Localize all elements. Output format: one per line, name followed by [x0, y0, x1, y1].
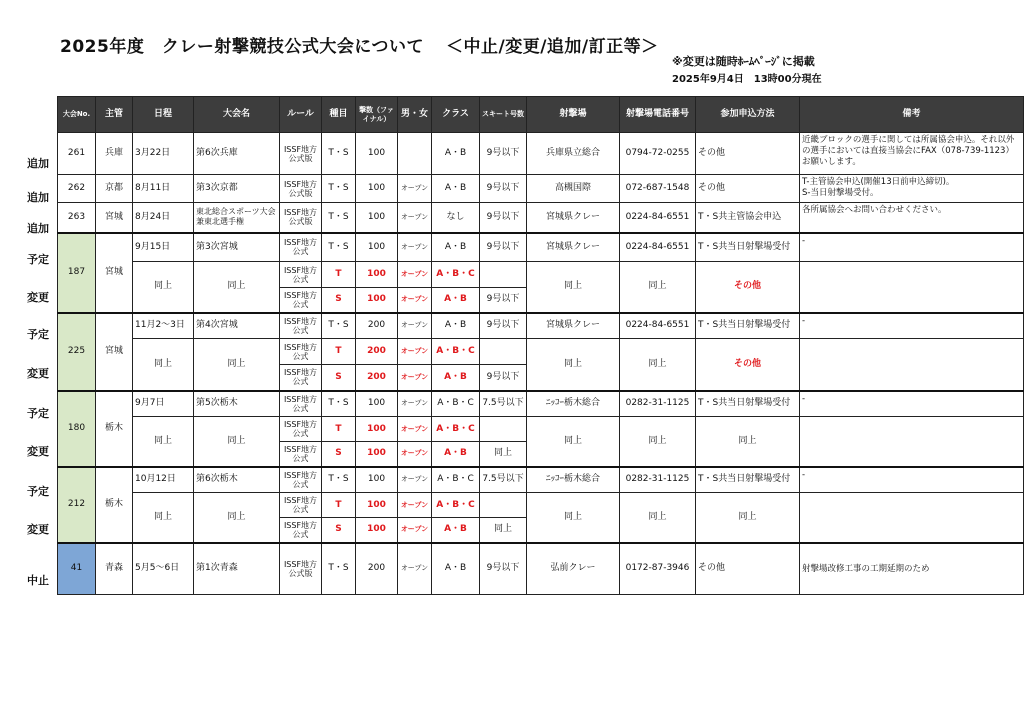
cell-tel: 0794-72-0255 [620, 133, 696, 175]
status-label: 予定 [27, 328, 49, 341]
col-header: 射撃場電話番号 [620, 97, 696, 133]
cell-class: A・B [432, 518, 480, 543]
table-row [58, 543, 1024, 595]
cell-no: 261 [58, 133, 96, 175]
col-header: ルール [280, 97, 322, 133]
cell-tel: 0282-31-1125 [620, 391, 696, 417]
cell-skeet: 9号以下 [480, 313, 527, 339]
cell-gender [398, 133, 432, 175]
cell-name: 同上 [194, 339, 280, 391]
cell-date: 11月2～3日 [133, 313, 194, 339]
table-header-row [58, 97, 1024, 133]
cell-note: 近畿ブロックの選手に関しては所属協会申込。それ以外の選手においては直接当協会にFAX（078-739-1123）お願いします。 [800, 133, 1024, 175]
cell-date: 同上 [133, 339, 194, 391]
col-header: 日程 [133, 97, 194, 133]
table-row [58, 262, 1024, 288]
cell-shots: 100 [356, 233, 398, 262]
cell-host: 栃木 [96, 467, 133, 543]
cell-apply: T・S共当日射撃場受付 [696, 391, 800, 417]
cell-skeet: 9号以下 [480, 365, 527, 391]
table-row [58, 467, 1024, 493]
cell-host: 宮城 [96, 313, 133, 391]
cell-shots: 100 [356, 518, 398, 543]
cell-gender: オープン [398, 175, 432, 203]
cell-name: 同上 [194, 417, 280, 467]
cell-skeet: 同上 [480, 442, 527, 467]
cell-tel: 0224-84-6551 [620, 313, 696, 339]
cell-shots: 100 [356, 442, 398, 467]
cell-class: A・B・C [432, 493, 480, 518]
status-label: 追加 [27, 157, 49, 170]
cell-tel: 0282-31-1125 [620, 467, 696, 493]
cell-host: 兵庫 [96, 133, 133, 175]
status-label: 中止 [27, 574, 49, 587]
cell-range: 高槻国際 [527, 175, 620, 203]
cell-rule: ISSF地方公式 [280, 313, 322, 339]
col-header: 射撃場 [527, 97, 620, 133]
cell-shots: 200 [356, 365, 398, 391]
cell-date: 9月7日 [133, 391, 194, 417]
cell-rule: ISSF地方公式 [280, 262, 322, 288]
cell-gender: オープン [398, 288, 432, 313]
col-header: 大会名 [194, 97, 280, 133]
cell-class: A・B・C [432, 391, 480, 417]
cell-note: - [800, 467, 1024, 493]
cell-skeet [480, 339, 527, 365]
cell-shots: 100 [356, 417, 398, 442]
cell-event: T [322, 417, 356, 442]
cell-class: A・B [432, 233, 480, 262]
cell-no: 262 [58, 175, 96, 203]
cell-note [800, 339, 1024, 391]
cell-range: ﾆｯｺｰ栃木総合 [527, 391, 620, 417]
cell-range: 宮城県クレー [527, 203, 620, 233]
cell-apply: T・S共主管協会申込 [696, 203, 800, 233]
cell-note [800, 493, 1024, 543]
cell-host: 宮城 [96, 203, 133, 233]
cell-name: 第6次栃木 [194, 467, 280, 493]
status-label: 追加 [27, 191, 49, 204]
cell-shots: 100 [356, 493, 398, 518]
table-row [58, 203, 1024, 233]
cell-rule: ISSF地方公式 [280, 339, 322, 365]
cell-shots: 100 [356, 467, 398, 493]
cell-class: A・B・C [432, 339, 480, 365]
cell-date: 8月11日 [133, 175, 194, 203]
table-row [58, 233, 1024, 262]
cell-event: S [322, 442, 356, 467]
cell-skeet: 9号以下 [480, 203, 527, 233]
cell-no: 225 [58, 313, 96, 391]
cell-name: 同上 [194, 262, 280, 313]
status-label: 予定 [27, 407, 49, 420]
cell-tel: 0224-84-6551 [620, 233, 696, 262]
note-line: S-当日射撃場受付。 [802, 188, 879, 198]
cell-apply: その他 [696, 175, 800, 203]
col-header: 男・女 [398, 97, 432, 133]
table-row [58, 133, 1024, 175]
cell-skeet: 7.5号以下 [480, 467, 527, 493]
cell-skeet: 同上 [480, 518, 527, 543]
cell-shots: 100 [356, 288, 398, 313]
cell-event: T・S [322, 313, 356, 339]
cell-name: 東北総合スポーツ大会兼東北選手権 [194, 203, 280, 233]
status-label: 変更 [27, 291, 49, 304]
as-of-date: 2025年9月4日 13時00分現在 [672, 74, 822, 85]
cell-rule: ISSF地方公式版 [280, 203, 322, 233]
cell-gender: オープン [398, 262, 432, 288]
cell-rule: ISSF地方公式 [280, 467, 322, 493]
cell-class: A・B・C [432, 262, 480, 288]
cell-event: T・S [322, 175, 356, 203]
cell-apply: T・S共当日射撃場受付 [696, 313, 800, 339]
cell-range: 同上 [527, 262, 620, 313]
cell-event: T・S [322, 467, 356, 493]
status-label: 予定 [27, 253, 49, 266]
cell-rule: ISSF地方公式版 [280, 543, 322, 595]
cell-range: ﾆｯｺｰ栃木総合 [527, 467, 620, 493]
cell-skeet [480, 493, 527, 518]
cell-apply: その他 [696, 543, 800, 595]
note-line: T-主管協会申込(開催13日前申込締切)。 [802, 177, 955, 187]
cell-gender: オープン [398, 391, 432, 417]
cell-name: 第5次栃木 [194, 391, 280, 417]
cell-rule: ISSF地方公式 [280, 518, 322, 543]
table-row [58, 313, 1024, 339]
cell-class: A・B [432, 133, 480, 175]
cell-apply: その他 [696, 133, 800, 175]
cell-date: 9月15日 [133, 233, 194, 262]
cell-event: T・S [322, 203, 356, 233]
cell-gender: オープン [398, 493, 432, 518]
cell-host: 宮城 [96, 233, 133, 313]
table-row [58, 417, 1024, 442]
cell-skeet: 7.5号以下 [480, 391, 527, 417]
col-header: 備考 [800, 97, 1024, 133]
cell-tel: 同上 [620, 493, 696, 543]
title-main: 2025年度 クレー射撃競技公式大会について [60, 37, 424, 57]
cell-skeet: 9号以下 [480, 133, 527, 175]
cell-shots: 200 [356, 339, 398, 365]
col-header: 主管 [96, 97, 133, 133]
cell-event: T [322, 493, 356, 518]
cell-rule: ISSF地方公式 [280, 442, 322, 467]
cell-event: S [322, 365, 356, 391]
cell-shots: 100 [356, 133, 398, 175]
cell-apply: T・S共当日射撃場受付 [696, 467, 800, 493]
cell-skeet [480, 262, 527, 288]
cell-note [800, 175, 1024, 203]
cell-class: A・B [432, 543, 480, 595]
cell-range: 同上 [527, 493, 620, 543]
cell-rule: ISSF地方公式 [280, 391, 322, 417]
cell-rule: ISSF地方公式 [280, 233, 322, 262]
cell-rule: ISSF地方公式版 [280, 175, 322, 203]
cell-note: 各所属協会へお問い合わせください。 [800, 203, 1024, 233]
cell-event: T・S [322, 543, 356, 595]
cell-host: 青森 [96, 543, 133, 595]
cell-gender: オープン [398, 233, 432, 262]
cell-apply: T・S共当日射撃場受付 [696, 233, 800, 262]
cell-range: 兵庫県立総合 [527, 133, 620, 175]
tournament-table [57, 96, 1024, 595]
cell-date: 3月22日 [133, 133, 194, 175]
cell-class: A・B・C [432, 417, 480, 442]
cell-host: 京都 [96, 175, 133, 203]
title-bracket: ＜中止/変更/追加/訂正等＞ [445, 37, 659, 57]
cell-range: 同上 [527, 339, 620, 391]
status-label: 変更 [27, 445, 49, 458]
cell-no: 212 [58, 467, 96, 543]
cell-apply: その他 [696, 339, 800, 391]
cell-gender: オープン [398, 339, 432, 365]
cell-rule: ISSF地方公式 [280, 417, 322, 442]
cell-date: 同上 [133, 417, 194, 467]
cell-shots: 200 [356, 313, 398, 339]
cell-skeet: 9号以下 [480, 233, 527, 262]
cell-event: S [322, 518, 356, 543]
cell-note [800, 417, 1024, 467]
cell-range: 同上 [527, 417, 620, 467]
cell-skeet: 9号以下 [480, 288, 527, 313]
cell-apply: 同上 [696, 417, 800, 467]
cell-skeet: 9号以下 [480, 175, 527, 203]
cell-tel: 0172-87-3946 [620, 543, 696, 595]
cell-range: 宮城県クレー [527, 313, 620, 339]
status-label: 変更 [27, 523, 49, 536]
cell-shots: 100 [356, 175, 398, 203]
cell-name: 第3次京都 [194, 175, 280, 203]
cell-note [800, 262, 1024, 313]
col-header: スキート号数 [480, 97, 527, 133]
cell-date: 5月5～6日 [133, 543, 194, 595]
cell-event: T [322, 339, 356, 365]
col-header: 参加申込方法 [696, 97, 800, 133]
update-note: ※変更は随時ﾎｰﾑﾍﾟｰｼﾞに掲載 [672, 55, 815, 68]
cell-class: A・B [432, 288, 480, 313]
cell-no: 187 [58, 233, 96, 313]
cell-event: T [322, 262, 356, 288]
cell-apply: 同上 [696, 493, 800, 543]
cell-tel: 同上 [620, 417, 696, 467]
cell-no: 180 [58, 391, 96, 467]
col-header: 撃数（ファイナル） [356, 97, 398, 133]
cell-class: A・B [432, 313, 480, 339]
cell-event: T・S [322, 391, 356, 417]
col-header: 種目 [322, 97, 356, 133]
cell-class: なし [432, 203, 480, 233]
cell-skeet [480, 417, 527, 442]
cell-tel: 同上 [620, 339, 696, 391]
cell-name: 第1次青森 [194, 543, 280, 595]
cell-rule: ISSF地方公式 [280, 288, 322, 313]
table-row [58, 391, 1024, 417]
cell-gender: オープン [398, 543, 432, 595]
cell-event: T・S [322, 233, 356, 262]
table-row [58, 175, 1024, 203]
cell-rule: ISSF地方公式 [280, 493, 322, 518]
cell-range: 弘前クレー [527, 543, 620, 595]
cell-class: A・B [432, 365, 480, 391]
cell-shots: 100 [356, 203, 398, 233]
cell-name: 第6次兵庫 [194, 133, 280, 175]
cell-event: T・S [322, 133, 356, 175]
cell-date: 10月12日 [133, 467, 194, 493]
table-row [58, 339, 1024, 365]
cell-name: 同上 [194, 493, 280, 543]
cell-gender: オープン [398, 467, 432, 493]
cell-note: - [800, 313, 1024, 339]
cell-gender: オープン [398, 417, 432, 442]
status-label: 追加 [27, 222, 49, 235]
cell-date: 同上 [133, 493, 194, 543]
status-label: 変更 [27, 367, 49, 380]
cell-name: 第3次宮城 [194, 233, 280, 262]
table-row [58, 493, 1024, 518]
cell-apply: その他 [696, 262, 800, 313]
cell-tel: 同上 [620, 262, 696, 313]
cell-tel: 072-687-1548 [620, 175, 696, 203]
cell-class: A・B [432, 442, 480, 467]
cell-gender: オープン [398, 518, 432, 543]
page-title [60, 32, 659, 57]
cell-rule: ISSF地方公式 [280, 365, 322, 391]
cell-shots: 100 [356, 391, 398, 417]
cell-note: - [800, 233, 1024, 262]
cell-tel: 0224-84-6551 [620, 203, 696, 233]
cell-date: 同上 [133, 262, 194, 313]
cell-note: - [800, 391, 1024, 417]
cell-skeet: 9号以下 [480, 543, 527, 595]
cell-event: S [322, 288, 356, 313]
cell-class: A・B・C [432, 467, 480, 493]
cell-gender: オープン [398, 203, 432, 233]
cell-note: 射撃場改修工事の工期延期のため [800, 543, 1024, 595]
col-header: 大会No. [58, 97, 96, 133]
cell-gender: オープン [398, 365, 432, 391]
cell-shots: 100 [356, 262, 398, 288]
cell-gender: オープン [398, 442, 432, 467]
cell-range: 宮城県クレー [527, 233, 620, 262]
cell-name: 第4次宮城 [194, 313, 280, 339]
cell-shots: 200 [356, 543, 398, 595]
cell-date: 8月24日 [133, 203, 194, 233]
cell-no: 263 [58, 203, 96, 233]
col-header: クラス [432, 97, 480, 133]
cell-no: 41 [58, 543, 96, 595]
cell-host: 栃木 [96, 391, 133, 467]
status-label: 予定 [27, 485, 49, 498]
cell-rule: ISSF地方公式版 [280, 133, 322, 175]
cell-gender: オープン [398, 313, 432, 339]
cell-class: A・B [432, 175, 480, 203]
